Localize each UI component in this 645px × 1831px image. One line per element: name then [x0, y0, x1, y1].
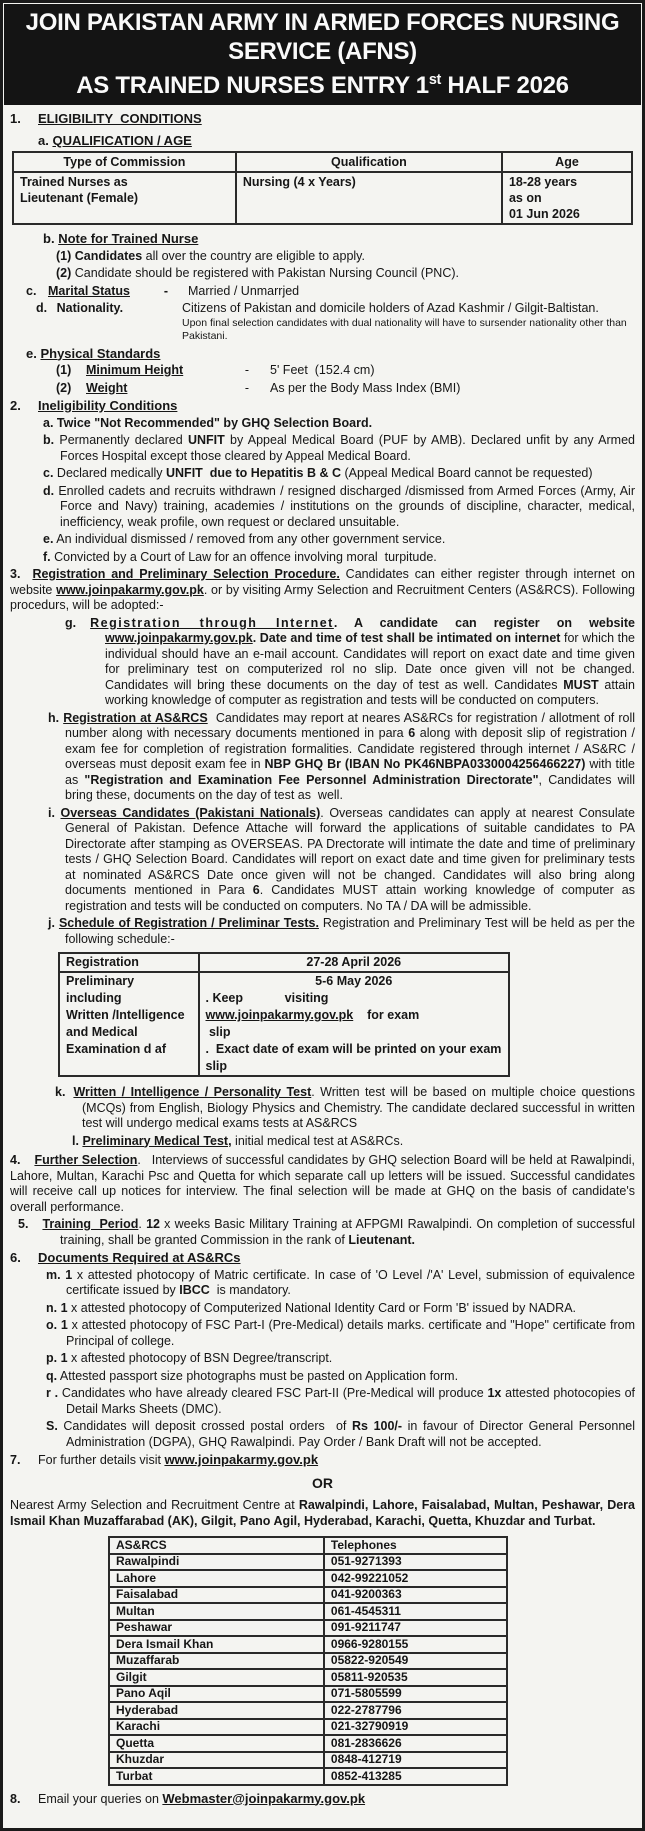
item-h-label: h.: [48, 710, 60, 725]
asrcs-telephone-table: [108, 1536, 508, 1786]
registration-asrcs-para6: 6: [408, 726, 416, 740]
doc-r-label: r .: [46, 1386, 59, 1400]
section-6-title: Documents Required at AS&RCs: [38, 1250, 241, 1265]
doc-o-text: x attested photocopy of FSC Part-I (Pre-Medical) details marks. certificate and "Hope" certificate from Principal of college.: [66, 1318, 635, 1348]
title-line-1: JOIN PAKISTAN ARMY IN ARMED FORCES NURSING: [25, 9, 620, 36]
schedule-row-registration: [59, 953, 509, 972]
ineligibility-d-text: Enrolled cadets and recruits withdrawn / resigned discharged /dismissed from Armed Forces (Army, Air Force and Navy) training, academies / institutions on the grounds of discipline, character, medical, inefficiency, weak profile, own request or declared unsuitable.: [58, 483, 635, 529]
item-i-label: i.: [48, 805, 55, 820]
weight-item-label: (2): [56, 380, 72, 395]
commission-line-1: Trained Nurses as: [20, 175, 128, 189]
phone-number-cell: 0966-9280155: [324, 1636, 507, 1653]
note-item-1: [10, 249, 635, 265]
phone-city-cell: Dera Ismail Khan: [109, 1636, 324, 1653]
age-line-1: 18-28 years: [508, 175, 578, 189]
overseas-candidates-heading: Overseas Candidates (Pakistani Nationals): [60, 805, 321, 820]
preliminary-for-exam-text: for exam: [353, 1008, 420, 1022]
doc-r-text-1: Candidates who have already cleared FSC Part-II (Pre-Medical will produce: [61, 1386, 488, 1400]
phone-city-cell: Pano Aqil: [109, 1686, 324, 1703]
nationality-label-block: [10, 301, 182, 344]
section-1-title: ELIGIBILITY CONDITIONS: [38, 111, 202, 126]
overseas-candidates-paragraph: [10, 806, 635, 915]
section-6-heading: [10, 1250, 635, 1266]
section-3-text-2: . or by visiting Army Selection and Recruitment Centers (AS&RCS). Following procedurs, will be adopted:-: [10, 582, 635, 612]
doc-q-text: Attested passport size photographs must be pasted on Application form.: [59, 1368, 459, 1383]
item-k-label: k.: [55, 1085, 66, 1099]
qualification-table-data-row: [13, 172, 632, 224]
written-test-paragraph: [10, 1085, 635, 1132]
phone-row: [109, 1570, 507, 1587]
ineligibility-b-label: b.: [43, 433, 55, 447]
height-item-label: (1): [56, 363, 72, 377]
training-period-weeks: 12: [146, 1217, 160, 1231]
phone-number-cell: 041-9200363: [324, 1587, 507, 1604]
phone-row: [109, 1620, 507, 1637]
section-8-text: Email your queries on: [38, 1791, 163, 1806]
preliminary-label-line-2: Written /Intelligence: [66, 1008, 185, 1022]
phone-row: [109, 1702, 507, 1719]
registration-internet-heading: Registration through Internet: [90, 615, 334, 630]
note-for-trained-nurse-heading: [10, 231, 635, 247]
doc-m-label: m.: [46, 1267, 61, 1282]
phone-number-cell: 05822-920549: [324, 1653, 507, 1670]
phone-number-cell: 051-9271393: [324, 1554, 507, 1571]
registration-internet-text-1: for which the individual should have an e-mail account. Candidates will report on exact date and time given for preliminary test on computerized rol no slip. Date once given vill not be changed. Candidates will bring these documents on the day of test as well. Candidates: [105, 631, 635, 692]
registration-asrcs-iban: NBP GHQ Br (IBAN No PK46NBPA0330004256466227): [264, 757, 586, 771]
schedule-preliminary-label-cell: [59, 972, 199, 1076]
registration-asrcs-text-4: , Candidates will bring these, documents on the day of test as well.: [65, 772, 639, 802]
ineligibility-c-text-1: Declared medically: [56, 466, 166, 480]
preliminary-link-line: [206, 1007, 503, 1024]
ineligibility-item-e: [10, 532, 635, 548]
nearest-centres-text: Nearest Army Selection and Recruitment Centre at: [10, 1498, 299, 1512]
weight-row: [10, 381, 635, 397]
qualification-table-header-row: [13, 152, 632, 172]
qualification-age-table: [12, 151, 633, 225]
written-test-heading: Written / Intelligence / Personality Test: [73, 1085, 312, 1099]
training-period-text-2: x weeks Basic Military Training at AFPGMI Rawalpindi. On completion of successful training, shall be granted Commission in the rank of: [60, 1217, 635, 1247]
item-a-title: QUALIFICATION / AGE: [52, 132, 192, 148]
phone-city-cell: Rawalpindi: [109, 1554, 324, 1571]
section-3-text-1: Candidates can either register through internet on website: [10, 567, 635, 597]
section-3-paragraph: [10, 567, 635, 614]
phone-row: [109, 1636, 507, 1653]
nationality-text-block: [182, 301, 635, 344]
further-selection-heading: Further Selection: [34, 1153, 138, 1167]
phone-number-cell: 0852-413285: [324, 1768, 507, 1785]
ineligibility-b-text-2: by Appeal Medical Board (PUF by AMB). Declared unfit by any Armed Forces Hospital except those cleared by Appeal Medical Board.: [60, 433, 635, 463]
phone-number-cell: 042-99221052: [324, 1570, 507, 1587]
advert-title-banner: [4, 4, 641, 105]
section-2-number: 2.: [10, 398, 21, 413]
doc-s-label: S.: [46, 1419, 58, 1433]
ineligibility-item-b: [10, 433, 635, 464]
document-item-m: [10, 1268, 635, 1299]
section-7-row: [10, 1452, 635, 1469]
marital-status-dash: -: [163, 283, 169, 298]
item-d-label: d.: [36, 301, 48, 315]
nationality-heading: Nationality.: [56, 301, 124, 315]
section-7-text: For further details visit: [38, 1453, 165, 1467]
section-7-number: 7.: [10, 1453, 21, 1467]
joinpakarmy-link-g[interactable]: www.joinpakarmy.gov.pk: [105, 631, 253, 645]
col-telephones: Telephones: [324, 1537, 507, 1554]
nationality-text: Citizens of Pakistan and domicile holders of Azad Kashmir / Gilgit-Baltistan.: [182, 301, 599, 315]
phone-number-cell: 071-5805599: [324, 1686, 507, 1703]
document-item-p: [10, 1351, 635, 1367]
document-item-o: [10, 1318, 635, 1349]
ineligibility-d-label: d.: [43, 483, 55, 498]
age-line-2: as on: [508, 191, 542, 205]
ineligibility-c-text-2: (Appeal Medical Board cannot be requested): [341, 466, 593, 480]
training-period-text-1: .: [138, 1217, 147, 1231]
preliminary-slip-line: slip: [205, 1025, 231, 1039]
item-a-label: a.: [38, 132, 49, 148]
doc-q-label: q.: [46, 1368, 58, 1383]
registration-internet-bold-2: . Date and time of test shall be intimated on internet: [252, 631, 561, 645]
doc-m-count: 1: [65, 1267, 73, 1282]
schedule-registration-date-cell: 27-28 April 2026: [199, 953, 510, 972]
age-line-3: 01 Jun 2026: [508, 207, 580, 221]
physical-standards-title: Physical Standards: [40, 345, 161, 361]
overseas-candidates-text-2: . Candidates MUST attain working knowledge of computer as registration and tests will be conducted on computers. No TA / DA will be admissible.: [65, 883, 635, 913]
ineligibility-item-f: [10, 550, 635, 566]
ineligibility-e-text: An individual dismissed / removed from any other government service.: [56, 532, 446, 546]
qualification-age-heading: [38, 133, 635, 149]
phone-city-cell: Lahore: [109, 1570, 324, 1587]
document-body: [3, 106, 642, 1807]
phone-row: [109, 1719, 507, 1736]
phone-number-cell: 05811-920535: [324, 1669, 507, 1686]
doc-n-label: n.: [46, 1300, 58, 1315]
item-l-label: l.: [72, 1133, 79, 1148]
section-2-heading: [10, 398, 635, 414]
age-cell: [502, 172, 632, 224]
phone-row: [109, 1653, 507, 1670]
section-5-number: 5.: [18, 1217, 29, 1231]
doc-p-text: x aftested photocopy of BSN Degree/transcript.: [67, 1351, 333, 1365]
doc-p-label: p.: [46, 1351, 58, 1365]
preliminary-keep-visiting-line: . Keep visiting: [205, 991, 329, 1005]
ineligibility-item-c: [10, 466, 635, 482]
document-item-q: [10, 1369, 635, 1385]
item-c-label: c.: [26, 283, 37, 298]
training-period-heading: Training Period: [42, 1217, 139, 1231]
overseas-candidates-text-1: . Overseas candidates can apply at nearest Consulate General of Pakistan. Defence Attache will forward the applications of suitable candidates to PA Directorate after stamping as OVERSEAS. PA Drectorate will intimate the date and time of preliminary tests / GHQ Selection Board. Candidates will report on exact date and time given for preliminary tests at nominated AS&RCS Date once given will not be changed. Candidates will also bring along documents mentioned in Para: [65, 805, 635, 897]
marital-status-heading: Marital Status: [48, 283, 130, 298]
registration-internet-must: MUST: [563, 677, 599, 692]
document-item-n: [10, 1301, 635, 1317]
weight-value: As per the Body Mass Index (BMI): [270, 380, 461, 395]
title-line-2: SERVICE (AFNS): [228, 38, 417, 65]
registration-asrcs-fee-title: "Registration and Examination Fee Personnel Administration Directorate": [84, 772, 539, 787]
col-qualification: Qualification: [236, 152, 502, 172]
phone-number-cell: 091-9211747: [324, 1620, 507, 1637]
schedule-paragraph: [10, 916, 635, 947]
weight-heading: Weight: [86, 380, 128, 395]
phone-city-cell: Khuzdar: [109, 1752, 324, 1769]
title-line-3-text: AS TRAINED NURSES ENTRY 1: [76, 72, 429, 99]
commission-line-2: Lieutenant (Female): [20, 191, 139, 205]
note-item-1-bold: Candidates: [74, 248, 143, 263]
joinpakarmy-link-footer[interactable]: www.joinpakarmy.gov.pk: [164, 1452, 319, 1467]
nearest-centres-cities: Rawalpindi, Lahore, Faisalabad, Multan, Peshawar, Dera Ismail Khan Muzaffarabad (AK), Gilgit, Pano Agil, Hyderabad, Karachi, Quetta, Khuzdar and Turbat.: [10, 1498, 636, 1528]
section-4-number: 4.: [10, 1153, 21, 1167]
note-item-2-label: (2): [56, 266, 72, 280]
ineligibility-c-label: c.: [43, 466, 54, 480]
title-line-3: [6, 66, 639, 100]
marital-status-row: [10, 284, 635, 300]
doc-n-count: 1: [60, 1300, 68, 1315]
title-line-3-tail: HALF 2026: [441, 72, 569, 99]
doc-s-text-2: in favour of Director General Personnel Administration (DGPA), GHQ Rawalpindi. Pay Order / Bank Draft will not be accepted.: [66, 1419, 635, 1449]
doc-r-text-2: attested photocopies of Detail Marks Sheets (DMC).: [66, 1386, 636, 1416]
doc-m-ibcc: IBCC: [179, 1283, 210, 1297]
section-3-number: 3.: [10, 567, 21, 581]
ineligibility-c-bold: UNFIT due to Hepatitis B & C: [166, 466, 341, 480]
registration-asrcs-text-2: along with deposit slip of registration / exam fee for completion of registration formalities. Candidate registered through internet / AS&RC / overseas must deposit exam fee in: [65, 726, 635, 771]
item-j-label: j.: [48, 916, 55, 930]
document-item-s: [10, 1419, 635, 1450]
preliminary-label-line-3: and Medical: [66, 1025, 138, 1039]
registration-asrcs-heading: Registration at AS&RCS: [63, 710, 208, 725]
registration-asrcs-text-3: with title as: [65, 757, 635, 787]
schedule-heading: Schedule of Registration / Preliminar Tests.: [58, 916, 319, 930]
phone-city-cell: Gilgit: [109, 1669, 324, 1686]
minimum-height-row: [10, 363, 635, 379]
joinpakarmy-link-schedule[interactable]: www.joinpakarmy.gov.pk: [205, 1008, 354, 1022]
document-item-r: [10, 1386, 635, 1417]
phone-number-cell: 021-32790919: [324, 1719, 507, 1736]
schedule-row-preliminary: [59, 972, 509, 1076]
written-test-text: . Written test will be based on multiple choice questions (MCQs) from English, Biology Physics and Chemistry. The candidate declared successful in written test will undergo medical exams tests at AS&RCS: [82, 1085, 635, 1130]
phone-city-cell: Faisalabad: [109, 1587, 324, 1604]
doc-s-text-1: Candidates will deposit crossed postal orders of: [63, 1419, 352, 1433]
phone-city-cell: Turbat: [109, 1768, 324, 1785]
phone-row: [109, 1603, 507, 1620]
title-line-3-superscript: st: [428, 72, 442, 88]
ineligibility-b-bold: UNFIT: [187, 433, 225, 447]
doc-s-amount: Rs 100/-: [352, 1419, 403, 1433]
nationality-row: [10, 301, 635, 344]
note-item-1-text: all over the country are eligible to apply.: [142, 248, 365, 263]
ineligibility-a-text: Twice "Not Recommended" by GHQ Selection Board.: [56, 415, 373, 430]
col-type-of-commission: Type of Commission: [13, 152, 236, 172]
joinpakarmy-link[interactable]: www.joinpakarmy.gov.pk: [56, 582, 204, 597]
registration-internet-bold-1: . A candidate can register on website: [333, 615, 635, 630]
doc-m-text-2: is mandatory.: [209, 1283, 291, 1297]
ineligibility-e-label: e.: [43, 532, 54, 546]
preliminary-medical-paragraph: [10, 1134, 635, 1150]
section-2-title: Ineligibility Conditions: [38, 398, 178, 413]
minimum-height-dash: -: [244, 363, 250, 377]
physical-standards-heading: [10, 346, 635, 362]
preliminary-medical-text: initial medical test at AS&RCs.: [231, 1133, 404, 1148]
nearest-centres-paragraph: [10, 1498, 635, 1529]
phone-city-cell: Muzaffarab: [109, 1653, 324, 1670]
ineligibility-b-text-1: Permanently declared: [59, 433, 188, 447]
item-b-label: b.: [43, 231, 55, 246]
phone-row: [109, 1669, 507, 1686]
section-8-number: 8.: [10, 1791, 21, 1806]
overseas-candidates-para6: 6: [252, 883, 260, 897]
schedule-registration-label-cell: Registration: [59, 953, 199, 972]
marital-status-value: Married / Unmarrjed: [188, 283, 300, 298]
nationality-note: Upon final selection candidates with dual nationality will have to sursender nationality other than Pakistani.: [182, 316, 627, 342]
webmaster-email-link[interactable]: Webmaster@joinpakarmy.gov.pk: [162, 1790, 366, 1806]
training-period-rank: Lieutenant.: [348, 1232, 416, 1247]
preliminary-label-line-1: Preliminary including: [66, 974, 135, 1005]
further-selection-text: . Interviews of successful candidates by GHQ selection Board will be held at Rawalpindi, Lahore, Multan, Karachi Psc and Quetta for which separate call up letters will be issued. Successful candidates will receive call up notices for interview. The final selection will be made at GHQ on the basis of candidate's overall performance.: [10, 1153, 639, 1214]
registration-asrcs-text-1: Candidates may report at neares AS&RCs for registration / allotment of roll number along with necessary documents mentioned in para: [65, 710, 639, 740]
schedule-text: Registration and Preliminary Test will be held as per the following schedule:-: [65, 916, 635, 946]
doc-r-count: 1x: [487, 1386, 502, 1400]
phone-row: [109, 1554, 507, 1571]
note-item-2: [10, 266, 635, 282]
phone-row: [109, 1587, 507, 1604]
qualification-cell: Nursing (4 x Years): [236, 172, 502, 224]
weight-dash: -: [244, 380, 250, 395]
section-1-heading: [10, 111, 635, 127]
phone-number-cell: 0848-412719: [324, 1752, 507, 1769]
registration-internet-paragraph: [10, 616, 635, 709]
phone-table-header-row: [109, 1537, 507, 1554]
ineligibility-item-d: [10, 484, 635, 531]
section-1-number: 1.: [10, 111, 21, 126]
item-e-label: e.: [26, 345, 37, 361]
phone-city-cell: Peshawar: [109, 1620, 324, 1637]
schedule-table: [58, 952, 510, 1077]
doc-o-label: o.: [46, 1318, 58, 1332]
doc-m-text-1: x attested photocopy of Matric certificate. In case of 'O Level /'A' Level, submission of equivalence certificate issued by: [66, 1267, 635, 1297]
preliminary-label-line-4: Examination d af: [66, 1042, 167, 1056]
ineligibility-item-a: [10, 416, 635, 432]
further-selection-paragraph: [10, 1153, 639, 1215]
doc-o-count: 1: [60, 1318, 68, 1332]
phone-number-cell: 061-4545311: [324, 1603, 507, 1620]
or-separator: OR: [312, 1474, 333, 1491]
minimum-height-heading: Minimum Height: [86, 363, 184, 377]
registration-internet-text-2: attain working knowledge of computer as registration and tests will be conducted on computers.: [105, 677, 635, 707]
ineligibility-f-label: f.: [43, 549, 51, 564]
ineligibility-a-label: a.: [43, 415, 54, 430]
schedule-preliminary-detail-cell: [199, 972, 510, 1076]
phone-number-cell: 081-2836626: [324, 1735, 507, 1752]
doc-p-count: 1: [60, 1351, 68, 1365]
item-b-title: Note for Trained Nurse: [58, 231, 199, 246]
section-3-title: Registration and Preliminary Selection Procedure.: [32, 567, 340, 581]
phone-row: [109, 1768, 507, 1785]
col-asrcs: AS&RCS: [109, 1537, 324, 1554]
registration-asrcs-paragraph: [10, 710, 639, 804]
preliminary-date: 5-6 May 2026: [315, 974, 393, 988]
training-period-paragraph: [10, 1217, 635, 1248]
doc-n-text: x attested photocopy of Computerized National Identity Card or Form 'B' issued by NADRA.: [67, 1300, 577, 1315]
phone-city-cell: Multan: [109, 1603, 324, 1620]
phone-row: [109, 1735, 507, 1752]
note-item-1-label: (1): [56, 248, 72, 263]
item-g-label: g.: [65, 615, 77, 630]
preliminary-medical-heading: Preliminary Medical Test,: [82, 1133, 232, 1148]
section-6-number: 6.: [10, 1250, 21, 1265]
phone-city-cell: Karachi: [109, 1719, 324, 1736]
phone-number-cell: 022-2787796: [324, 1702, 507, 1719]
note-item-2-text: Candidate should be registered with Pakistan Nursing Council (PNC).: [74, 266, 459, 280]
commission-cell: [13, 172, 236, 224]
col-age: Age: [502, 152, 632, 172]
phone-row: [109, 1686, 507, 1703]
phone-city-cell: Quetta: [109, 1735, 324, 1752]
section-8-row: [10, 1791, 635, 1808]
minimum-height-value: 5' Feet (152.4 cm): [270, 363, 375, 377]
phone-row: [109, 1752, 507, 1769]
preliminary-exact-date-line: . Exact date of exam will be printed on your exam slip: [205, 1042, 505, 1073]
ineligibility-f-text: Convicted by a Court of Law for an offence involving moral turpitude.: [54, 549, 437, 564]
phone-city-cell: Hyderabad: [109, 1702, 324, 1719]
